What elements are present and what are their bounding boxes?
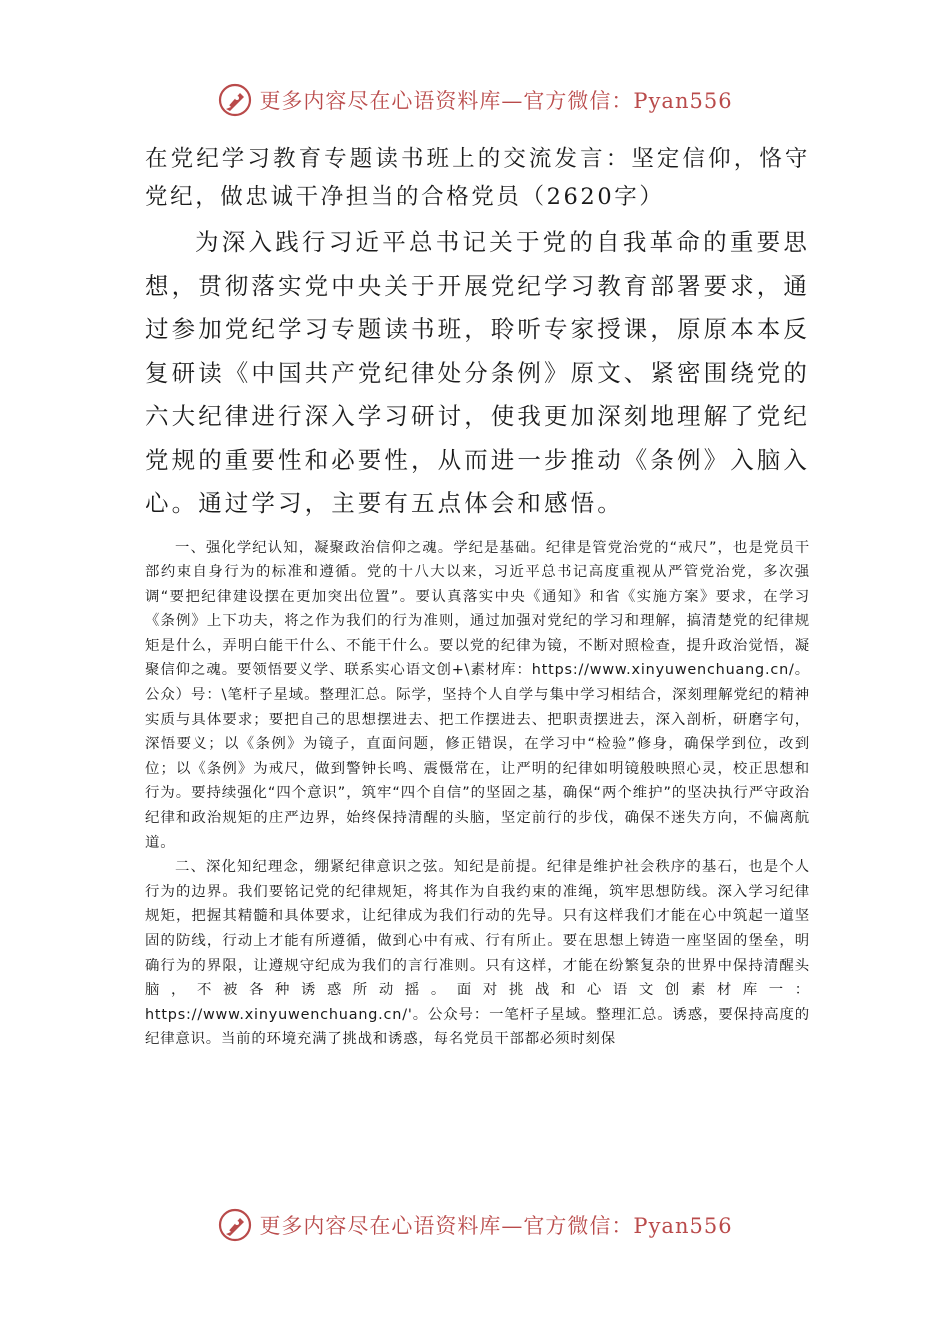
body-paragraph: 一、强化学纪认知，凝聚政治信仰之魂。学纪是基础。纪律是管党治党的“戒尺”，也是党员干部约束自身行为的标准和遵循。党的十八大以来，习近平总书记高度重视从严管党治党，多次强调“要把纪律建设摆在更加突出位置”。要认真落实中央《通知》和省《实施方案》要求，在学习《条例》上下功夫，将之作为我们的行为准则，通过加强对党纪的学习和理解，搞清楚党的纪律规矩是什么，弄明白能干什么、不能干什么。要以党的纪律为镜，不断对照检查，提升政治觉悟，凝聚信仰之魂。要领悟要义学、联系实心语文创+\素材库：https://www.xinyuwenchuang.cn/。公众）号：\笔杆子星域。整理汇总。际学，坚持个人自学与集中学习相结合，深刻理解党纪的精神实质与具体要求；要把自己的思想摆进去、把工作摆进去、把职责摆进去，深入剖析，研磨字句，深悟要义；以《条例》为镜子，直面问题，修正错误，在学习中“检验”修身，确保学到位，改到位；以《条例》为戒尺，做到警钟长鸣、震慑常在，让严明的纪律如明镜般映照心灵，校正思想和行为。要持续强化“四个意识”，筑牢“四个自信”的坚固之基，确保“两个维护”的坚决执行严守政治纪律和政治规矩的庄严边界，始终保持清醒的头脑，坚定前行的步伐，确保不迷失方向，不偏离航道。	[145, 539, 810, 851]
banner-text: 更多内容尽在心语资料库—官方微信：Pyan556	[259, 1214, 733, 1238]
document-body	[145, 140, 810, 1052]
pen-logo-icon	[217, 82, 253, 118]
pen-logo-icon	[217, 1207, 253, 1243]
intro-paragraph: 为深入践行习近平总书记关于党的自我革命的重要思想，贯彻落实党中央关于开展党纪学习教育部署要求，通过参加党纪学习专题读书班，聆听专家授课，原原本本反复研读《中国共产党纪律处分条例》原文、紧密围绕党的六大纪律进行深入学习研讨，使我更加深刻地理解了党纪党规的重要性和必要性，从而进一步推动《条例》入脑入心。通过学习，主要有五点体会和感悟。	[145, 228, 810, 517]
body-paragraph: 二、深化知纪理念，绷紧纪律意识之弦。知纪是前提。纪律是维护社会秩序的基石，也是个人行为的边界。我们要铭记党的纪律规矩，将其作为自我约束的准绳，筑牢思想防线。深入学习纪律规矩，把握其精髓和具体要求，让纪律成为我们行动的先导。只有这样我们才能在心中筑起一道坚固的防线，行动上才能有所遵循，做到心中有戒、行有所止。要在思想上铸造一座坚固的堡垒，明确行为的界限，让遵规守纪成为我们的言行准则。只有这样，才能在纷繁复杂的世界中保持清醒头脑，不被各种诱惑所动摇。面对挑战和心语文创素材库一：https://www.xinyuwenchuang.cn/'。公众号：一笔杆子星域。整理汇总。诱惑，要保持高度的纪律意识。当前的环境充满了挑战和诱惑，每名党员干部都必须时刻保	[145, 859, 810, 1048]
banner-text: 更多内容尽在心语资料库—官方微信：Pyan556	[259, 89, 733, 113]
document-title: 在党纪学习教育专题读书班上的交流发言：坚定信仰，恪守党纪，做忠诚干净担当的合格党员（2620字）	[145, 146, 810, 210]
header-banner	[0, 78, 950, 122]
footer-banner	[0, 1203, 950, 1247]
